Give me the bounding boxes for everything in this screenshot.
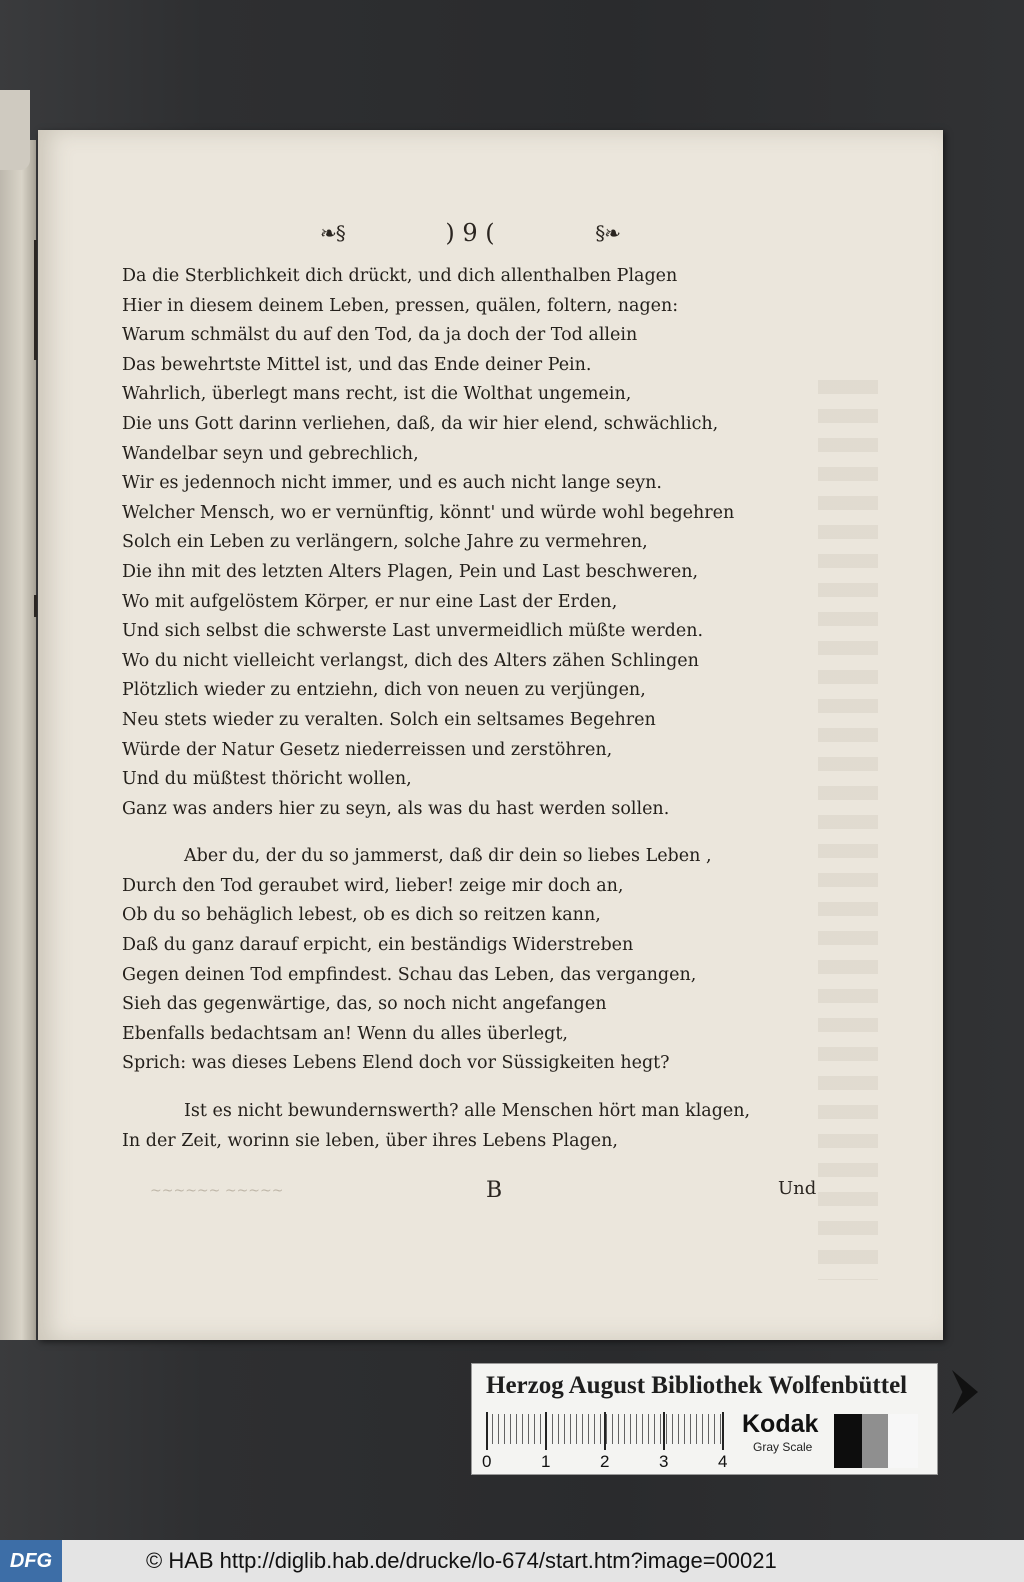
verse-line: Ob du so behäglich lebest, ob es dich so reitzen kann,: [122, 905, 601, 926]
ruler-number: 4: [718, 1452, 728, 1471]
verse-line: Sieh das gegenwärtige, das, so noch nicht angefangen: [122, 994, 607, 1015]
swatch-black: [834, 1414, 862, 1468]
stanza-3: [122, 1097, 751, 1156]
verse-line: Ganz was anders hier zu seyn, als was du hast werden sollen.: [122, 798, 670, 819]
verse-line: Aber du, der du so jammerst, daß dir dein so liebes Leben ,: [184, 846, 712, 867]
ruler-tick: [722, 1412, 724, 1450]
footer-bar: [0, 1540, 1024, 1582]
ruler-number: 1: [541, 1452, 551, 1471]
card-title: Herzog August Bibliothek Wolfenbüttel: [486, 1372, 908, 1399]
verse-line: Neu stets wieder zu veralten. Solch ein seltsames Begehren: [122, 709, 656, 730]
verse-line: Solch ein Leben zu verlängern, solche Jahre zu vermehren,: [122, 532, 648, 553]
copyright-link[interactable]: © HAB http://diglib.hab.de/drucke/lo-674/start.htm?image=00021: [146, 1548, 777, 1573]
color-reference-card: [471, 1363, 938, 1475]
verse-line: Gegen deinen Tod empfindest. Schau das Leben, das vergangen,: [122, 964, 697, 985]
verse-line: Da die Sterblichkeit dich drückt, und dich allenthalben Plagen: [122, 266, 678, 286]
verse-line: Warum schmälst du auf den Tod, da ja doch der Tod allein: [122, 325, 638, 346]
verse-line: Plötzlich wieder zu entziehn, dich von neuen zu verjüngen,: [122, 680, 646, 701]
verse-line: Die ihn mit des letzten Alters Plagen, Pein und Last beschweren,: [122, 561, 699, 582]
grayscale-label: Gray Scale: [753, 1440, 813, 1454]
left-ornament: ❧§: [320, 221, 345, 245]
ruler-tick: [486, 1412, 488, 1450]
ruler-tick: [663, 1412, 665, 1450]
swatch-gray: [862, 1414, 888, 1468]
verse-line: In der Zeit, worinn sie leben, über ihres Lebens Plagen,: [122, 1130, 618, 1151]
verse-line: Durch den Tod geraubet wird, lieber! zeige mir doch an,: [122, 875, 624, 896]
ruler-number: 3: [659, 1452, 669, 1471]
verse-line: Ebenfalls bedachtsam an! Wenn du alles überlegt,: [122, 1023, 568, 1044]
verse-line: Wir es jedennoch nicht immer, und es auch nicht lange seyn.: [122, 473, 662, 494]
verse-line: Wo du nicht vielleicht verlangst, dich des Alters zähen Schlingen: [122, 650, 699, 671]
ruler-number: 0: [482, 1452, 492, 1471]
right-ornament: §❧: [595, 221, 620, 245]
verse-line: Hier in diesem deinem Leben, pressen, quälen, foltern, nagen:: [122, 295, 679, 316]
verse-line: Daß du ganz darauf erpicht, ein beständigs Widerstreben: [122, 935, 634, 956]
page-header: [320, 215, 620, 251]
swatch-white: [888, 1414, 918, 1468]
verse-line: Wo mit aufgelöstem Körper, er nur eine Last der Erden,: [122, 591, 618, 612]
ruler-number: 2: [600, 1452, 610, 1471]
catchword: Und: [778, 1178, 817, 1199]
dfg-logo: DFG: [0, 1540, 62, 1582]
margin-mark: [34, 240, 37, 360]
left-page-edge: [0, 140, 36, 1340]
verse-line: Sprich: was dieses Lebens Elend doch vor Süssigkeiten hegt?: [122, 1053, 670, 1074]
bleed-through-text: [818, 380, 878, 1280]
stanza-2: [122, 842, 742, 1079]
measurement-ruler: [486, 1414, 726, 1444]
verse-line: Wahrlich, überlegt mans recht, ist die Wolthat ungemein,: [122, 384, 632, 405]
verse-line: Und sich selbst die schwerste Last unvermeidlich müßte werden.: [122, 621, 704, 642]
verse-line: Die uns Gott darinn verliehen, daß, da wir hier elend, schwächlich,: [122, 413, 719, 434]
verse-line: Das bewehrtste Mittel ist, und das Ende deiner Pein.: [122, 354, 592, 375]
verse-line: Würde der Natur Gesetz niederreissen und zerstöhren,: [122, 739, 613, 760]
verse-line: Wandelbar seyn und gebrechlich,: [122, 443, 419, 464]
stanza-1: [122, 262, 742, 824]
signature-mark: B: [486, 1178, 503, 1203]
margin-mark: [34, 595, 37, 617]
kodak-logo: Kodak: [742, 1410, 819, 1438]
ruler-tick: [604, 1412, 606, 1450]
verse-line: Welcher Mensch, wo er vernünftig, könnt' und würde wohl begehren: [122, 502, 735, 523]
faded-library-stamp: ~~~~~~ ~~~~~: [150, 1183, 284, 1199]
poem-body: [122, 262, 751, 1156]
page-number: ) 9 (: [445, 219, 495, 247]
ruler-tick: [545, 1412, 547, 1450]
verse-line: Ist es nicht bewundernswerth? alle Menschen hört man klagen,: [184, 1101, 751, 1122]
book-cover-corner: [0, 90, 30, 170]
verse-line: Und du müßtest thöricht wollen,: [122, 769, 412, 790]
